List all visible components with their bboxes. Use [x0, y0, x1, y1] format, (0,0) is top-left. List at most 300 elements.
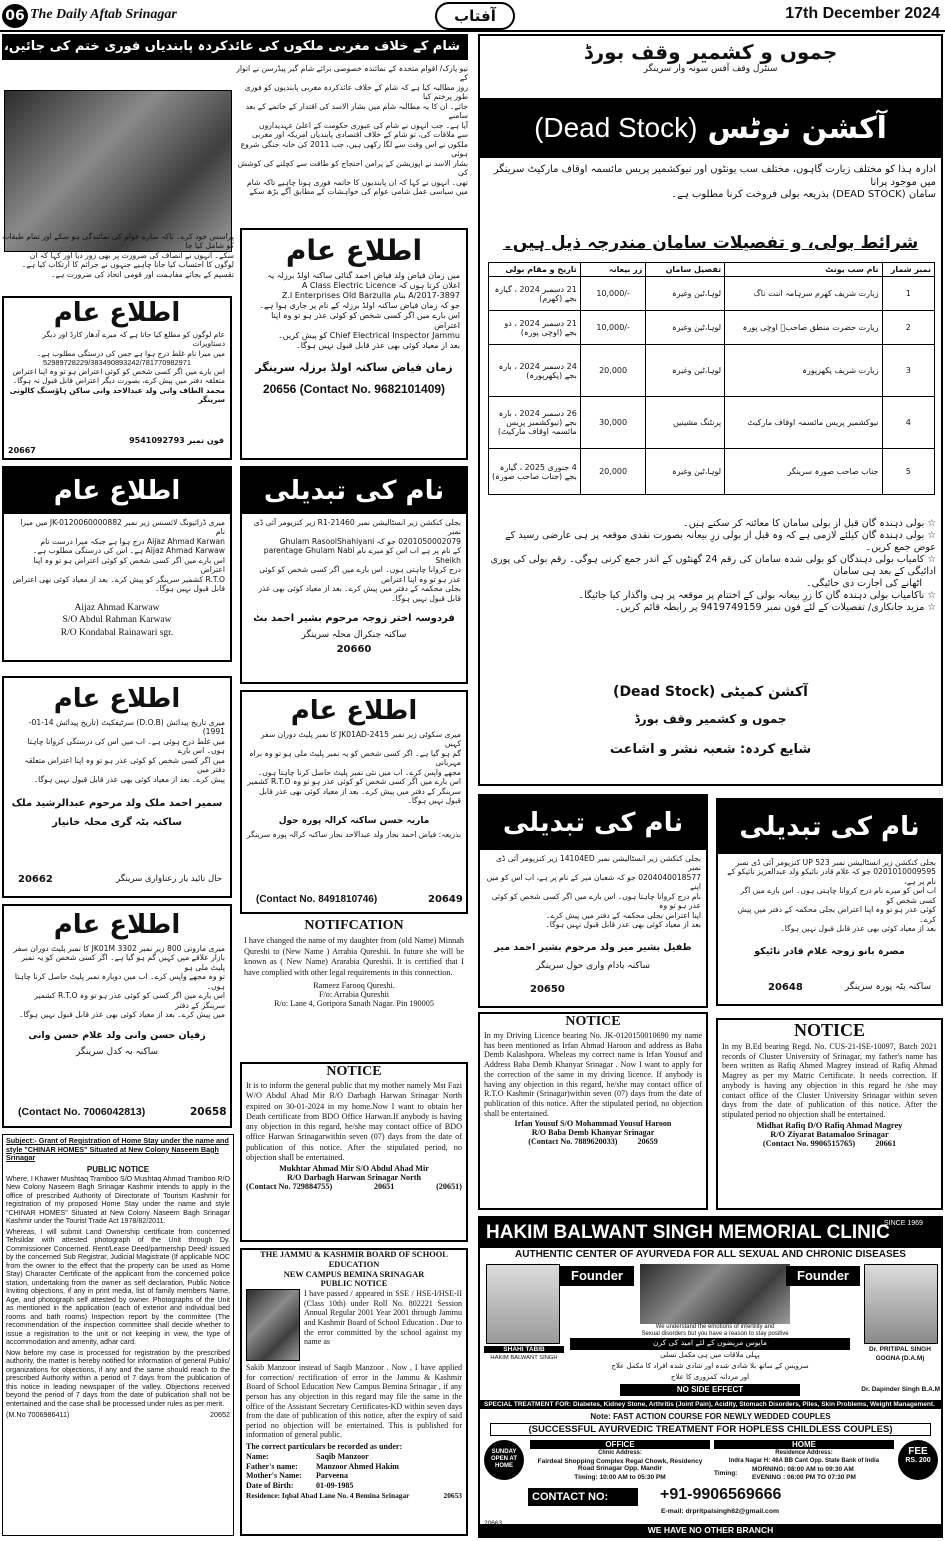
ad-notification: [240, 918, 468, 1058]
field-row: [246, 1452, 462, 1462]
ad-signature: Midhat Rafiq D/O Rafiq Ahmad Magrey: [756, 1120, 903, 1130]
applicant-photo: [246, 1289, 300, 1361]
ad-signature-2: R/O Darbagh Harwan Srinagar North: [286, 1173, 422, 1182]
ad-address: R/o: Lane 4, Goripora Sanath Nagar. Pin 190005: [274, 998, 434, 1008]
point-text: کامیاب بولی دہندگان کو بولی شدہ سامان کی رقم 24 گھنٹوں کے اندر جمع کرنی ہوگی۔ رقم بولی کی پوری ادائیگی کے بعد ہی سامان: [490, 553, 936, 577]
ad-line: بعد از معیاد کوئی بھی عذر قابل قبول نہیں ہوگا۔: [296, 341, 460, 350]
ad-line: میں اگر کسی شخص کو کوئی عذر ہو تو وہ اپنا اعتراض متعلقہ دفتر میں: [24, 755, 225, 775]
ad-line: 0201050002079 جو کہ Ghulam RasoolShahiyani: [279, 536, 461, 546]
ad-body: I have changed the name of my daughter from (old Name) Minnah Qureshi to (New Name ) Arrabia Qureshii. In future she will be known as ( New Name) Ararabia Qureshii. It is certified that I have complied with other legal requirements in this connection.: [244, 936, 464, 977]
ad-line: میں زمان فیاض ولد فیاض احمد گنائی ساکنہ اولڈ برزلہ یہ: [267, 271, 460, 280]
residence-address: Indra Nagar H: 46A BB Cant Opp. State Bank of India: [728, 1458, 880, 1464]
ad-contact: (Contact No. 7006042813): [18, 1106, 146, 1118]
field-value: Saqib Manzoor: [316, 1451, 369, 1461]
ad-bose-notice: [240, 1248, 468, 1536]
ad-contact: (Contact No. 729884755): [246, 1182, 333, 1191]
clinic-successful: (SUCCESSFUL AYURVEDIC TREATMENT FOR HOPLESS CHILDLESS COUPLES): [490, 1423, 931, 1436]
ad-elan-maria: [240, 690, 468, 914]
waqf-title-en: (Dead Stock): [534, 112, 698, 143]
point-text: بولی دہندہ گان کیلئے لازمی ہے کہ وہ قبل از بولی زرِ بیعانہ بصورت نقدی موقعہ پر ہی عارضی رسید کے عوض جمع کریں۔: [505, 529, 936, 553]
clinic-office-label: OFFICE: [530, 1440, 710, 1449]
lead-line: لوگوں کا احتساب کیا جانا چاہیے جنہوں نے جرائم کا ارتکاب کیا ہے۔: [21, 260, 234, 270]
ad-body-2: Sakib Manzoor instead of Saqib Manzoor . Now , I have applied for correction/ rectification of error in the Jammu & Kashmir Board of School Education New Campus Bemina Srinagar , if any person has any objection in this regard may file the same in the office of the Assistant Secretary Certificates-KD within seven days from the date of publication of this notice, after the expiry of said period no objection will be entertained. This is published for information of general public.: [246, 1363, 462, 1440]
ad-body: [242, 726, 466, 810]
table-row: [489, 277, 935, 311]
clinic-home-label: HOME: [714, 1440, 894, 1449]
ad-ref: 20651: [373, 1182, 395, 1191]
clinic-bottom-banner: WE HAVE NO OTHER BRANCH: [480, 1524, 941, 1536]
ad-line: پیش کرے۔ بعد از معیاد کوئی بھی عذر قابل قبول نہیں ہوگا۔: [33, 774, 225, 784]
star-icon: ☆: [924, 589, 936, 601]
clinic-fee-badge: [898, 1440, 938, 1480]
ad-residence: Residence: Iqbal Abad Lane No. 4 Bemina Srinagar: [246, 1491, 410, 1501]
ad-line: اس بارے میں اگر کسی کو کوئی عذر ہو تو وہ R.T.O کشمیر سرینگر کے دفتر: [34, 991, 225, 1010]
intro-line: ادارہ ہذا کو مختلف زیارت گاہوں، مختلف سب یونٹوں اور نیوکشمیر پریس مائسمہ اوقاف مارکیٹ سرینگر میں موجود پرانا: [493, 164, 936, 188]
ad-notice-midhat: [716, 1018, 943, 1210]
ad-ref: 20649: [428, 894, 463, 905]
point-item: [488, 518, 936, 530]
ad-contact-line: [718, 1139, 941, 1148]
founder-right-name-2: GOGNA (D.A.M): [875, 1355, 925, 1362]
ad-contact: (M.No 7006986411): [6, 1410, 70, 1420]
clinic-urdu-2: پہلی ملاقات میں ہی مکمل تسلی: [660, 1351, 760, 1359]
ad-footer-line: [242, 1490, 466, 1501]
ad-ref: 20660: [336, 644, 372, 656]
waqf-sign-board: جموں و کشمیر وقف بورڈ: [634, 712, 787, 726]
lead-line: پراسس خود کرے۔ تاکہ سارے عوام کی نمائندگی ہو سکے اور تمام طبقات کو شامل کیا جا: [2, 232, 234, 251]
ad-line: بجلی کنکشن زیر انسٹالیشن نمبر R1-21460 زیر کنزیومر آئی ڈی نمبر: [253, 518, 461, 537]
ad-name-change-firdousa: [240, 466, 468, 684]
ad-paragraph: Whereas, I will submit Land Ownership certificate from concerned Tehsildar with attested photograph of the Unit through Dy. Commissioner Concerned. Rent/Lease Deed/partnership Deed/ issued by the concerned Sub Registrar, Judicial Magistrate (If applicable NOC from the owner to the effect that the property can be used as Home Stay) Character Certificate of the applicant from the concerned police station, undertaking from the owner as self declaration, Public Notice Inviting objections, if any in print media, list of family members Name, Age, and photograph self attested by owner. Photographs of the Unit as mentioned in the application (each of exterior and individual bed rooms and bath rooms) Inspection report by the committee (The recommendation of the inspection committee shall decide whether to issue a registration to the unit or not keeping in view, the type of accommodation and amenity, adhar card.: [6, 1227, 230, 1347]
ad-line: میری ڈرائیونگ لائسنس زیر نمبر JK-0120060000882 میں میرا نام: [20, 518, 225, 537]
point-text: ناکامیاب بولی دہندہ گان کا زرِ بیعانہ بولی کے اختتام پر موقعہ پر ہی واگذار کیا جائیگا۔: [578, 589, 925, 601]
lead-line: آیا ہے۔ جب انہوں نے شام کی عبوری حکومت کے اعلیٰ عہدیداروں: [259, 120, 468, 130]
clinic-timing: Timing: 10:00 AM to 05:30 PM: [574, 1474, 666, 1481]
header-rule: [0, 30, 945, 32]
ad-signature: مصرہ بانو زوجہ غلام قادر نائیکو: [754, 945, 905, 957]
table-row: [489, 397, 935, 449]
ad-signature: Mukhtar Ahmad Mir S/O Abdul Ahad Mir: [279, 1164, 429, 1173]
cell-items: لوہا،ٹین وغیرہ: [646, 345, 725, 397]
residence-evening: EVENING : 06:00 PM TO 07:30 PM: [752, 1474, 856, 1481]
ad-title: NOTICE: [793, 1020, 865, 1040]
ad-line: R.T.O کشمیر سرینگر کو پیش کرے۔ بعد از معیاد کوئی بھی اعتراض قابل قبول نہیں ہوگا۔: [12, 574, 225, 594]
ad-signature: زفیان حسن وانی ولد غلام حسن وانی: [28, 1029, 206, 1041]
cell-serial: 3: [882, 345, 935, 397]
waqf-table: [488, 262, 935, 495]
waqf-publisher: شایع کردہ: شعبہ نشر و اشاعت: [609, 742, 812, 757]
ad-campus: NEW CAMPUS BEMINA SRINAGAR: [283, 1270, 425, 1280]
waqf-title-block: [480, 98, 941, 158]
ad-homestay-notice: [2, 1134, 234, 1536]
sign-line: S/O Abdul Rahman Karwaw: [62, 615, 172, 626]
point-text: مزید جانکاری/ تفصیلات کے لئے فون نمبر 9419749159 پر رابطہ قائم کریں۔: [614, 601, 925, 613]
ad-body: [4, 940, 230, 1024]
cell-unit: نیوکشمیر پریس مائسمہ اوقاف مارکیٹ: [725, 397, 882, 449]
field-row: [246, 1481, 462, 1491]
ad-line: میری ماروتی 800 زیر نمبر JK01M 3302 کا نمبر پلیٹ دوران سفر: [13, 944, 225, 953]
table-row: [489, 311, 935, 345]
header-cell: نمبر شمار: [882, 263, 935, 277]
ad-signature: زمان فیاض ساکنہ اولڈ برزلہ سرینگر: [255, 361, 453, 374]
clinic-tagline: AUTHENTIC CENTER OF AYURVEDA FOR ALL SEXUAL AND CHRONIC DISEASES: [515, 1249, 906, 1260]
ad-line: 0201010009595 جو کہ غلام قادر نائیکو ولد عبدالعزیز نائیکو کے نام پر ہے،: [727, 867, 936, 886]
ad-elan-sameer: [2, 676, 232, 898]
fee-label: FEE: [908, 1446, 928, 1457]
ad-line: کوئی عذر ہو تو وہ اپنا اعتراض بجلی محکمہ کے دفتر میں پیش کرے۔: [737, 905, 936, 924]
ad-signature: طفیل بشیر میر ولد مرحوم بشیر احمد میر: [494, 941, 692, 953]
ad-line: 0204040018577 جو کہ شعبان میر کے نام پر ہے، اب اس کو میں اپنے: [486, 872, 701, 892]
waqf-intro: [486, 164, 936, 202]
cell-deposit: 30,000: [580, 397, 646, 449]
field-value: 01-09-1985: [316, 1480, 354, 1490]
point-item: [488, 578, 936, 590]
ad-title: NOTIFCATION: [304, 918, 404, 933]
residence-morning: MORNING: 08:00 AM to 09:30 AM: [752, 1466, 854, 1473]
cell-deposit: 10,000/-: [580, 277, 646, 311]
intro-line: سامان (DEAD STOCK) بذریعہ بولی فروخت کرنا مطلوب ہے۔: [671, 189, 936, 200]
star-icon: ☆: [924, 529, 936, 541]
star-icon: ☆: [924, 553, 936, 565]
ad-title: اطلاع عام: [285, 234, 423, 267]
ad-ref: 20662: [18, 874, 53, 885]
clinic-middle-1: We understand the emotions of infertility and: [655, 1324, 775, 1330]
ad-top-row: [242, 1288, 466, 1362]
ad-line: جو کہ زمان فیاض ساکنہ اولڈ برزلہ کے نام پر جاری ہوا ہے۔: [259, 301, 460, 310]
ad-line: کے نام پر ہے اب اس کو میرے نام parentage Ghulam Nabi Sheikh: [263, 546, 461, 565]
ad-line: بجلی کنکشن زیر انسٹالیشن نمبر UP 523 کنزیومر آئی ڈی نمبر: [735, 858, 936, 867]
ad-signature: Irfan Yousuf S/O Mohammad Yousuf Haroon: [514, 1119, 672, 1129]
cell-deposit: 20,000: [580, 345, 646, 397]
ad-signature-2: R/O Baba Demb Khanyar Srinagar: [531, 1128, 655, 1138]
ad-line: درج کروانا چاہتی ہوں۔ اس بارے میں اگر کسی شخص کو کوئی عذر ہو تو وہ اپنا اعتراض: [259, 565, 461, 584]
ad-signature: فردوسہ اختر زوجہ مرحوم بشیر احمد بٹ: [253, 613, 455, 625]
ad-footer-line: [3, 1409, 233, 1420]
ad-elan-zafyan: [2, 904, 232, 1128]
clinic-email: E-mail: drpritpalsingh62@gmail.com: [660, 1508, 780, 1515]
ad-address: ساکنہ جنکرال محلہ سرینگر: [301, 630, 407, 641]
waqf-table-wrap: [488, 262, 935, 495]
ad-body: [242, 267, 466, 355]
ad-name-change-misra: [716, 798, 943, 1006]
clinic-address: Fairdeal Shopping Complex Regal Chowk, Residency Road Srinagar Opp. Mandir: [537, 1458, 703, 1473]
ad-contact: 20656 (Contact No. 9682101409): [262, 382, 446, 396]
cell-unit: زیارت حضرت منطق صاحبؒ اوچی پورہ: [725, 311, 882, 345]
ad-signature-2: R/O Ziyarat Batamaloo Srinagar: [770, 1129, 889, 1139]
ad-contact: (Contact No. 9906515765): [762, 1138, 856, 1148]
news-photo: [4, 90, 232, 252]
ad-title: اطلاع عام: [53, 298, 181, 328]
ad-contact-line: [480, 1137, 706, 1146]
ad-signature: ماریہ حسن ساکنہ کرالہ پورہ حول: [278, 815, 430, 826]
ad-line: بعد از معیاد کوئی بھی عذر قابل قبول نہیں ہوگا۔: [780, 924, 936, 934]
clinic-middle-2: Sexual disorders but you have a reason to stay positive: [641, 1331, 789, 1337]
residence-label: Residence Address:: [775, 1450, 833, 1456]
cell-date: 4 جنوری 2025 ، گیارہ بجے (جناب صاحب صورہ): [489, 449, 581, 495]
ad-line: بعد از معیاد کوئی بھی عذر قابل قبول نہیں ہوگا۔: [545, 920, 701, 930]
table-row: [489, 345, 935, 397]
point-text: اٹھانے کی اجازت دی جائیگی۔: [805, 577, 922, 589]
paper-name: The Daily Aftab Srinagar: [30, 7, 177, 22]
point-text: بولی دہندہ گان قبل از بولی سامان کا معائنہ کر سکتے ہیں۔: [683, 518, 925, 529]
ad-title: نام کی تبدیلی: [242, 468, 466, 514]
cell-serial: 5: [882, 449, 935, 495]
sign-line: Aijaz Ahmad Karwaw: [74, 602, 160, 613]
ad-body: [4, 514, 230, 598]
ad-line: اعلان کرتا ہوں کہ A Class Electric Licence: [301, 281, 460, 290]
waqf-points: [488, 518, 936, 614]
ad-signature-2: بذریعہ: فیاض احمد نجار ولد عبدالاحد نجار ساکنہ کرالہ پورہ سرینگر: [246, 829, 462, 839]
header-cell: زر بیعانہ: [580, 263, 646, 277]
ad-notice-irfan: [478, 1012, 708, 1210]
point-item: [488, 554, 936, 578]
ad-elan-aijaz: [2, 466, 232, 662]
point-item: [488, 602, 936, 614]
ad-body: [242, 514, 466, 607]
ad-signature-2: F/o: Arrabia Qureshii: [318, 989, 390, 999]
page-number-badge: 06: [2, 4, 28, 28]
ad-line: 52989728229/383490893242/781770982971: [43, 357, 191, 367]
cell-items: لوہا،ٹین وغیرہ: [646, 449, 725, 495]
ad-line: اس بارے میں اگر کسی شخص کو کوئی عذر ہو تو وہ اپنا اعتراض: [271, 311, 460, 330]
cell-unit: زیارت شریف پکھرپورہ: [725, 345, 882, 397]
ad-address-2: حال نائید یار رعناواری سرینگر: [116, 874, 222, 884]
ad-line: میں میرا نام غلط درج ہوا ہے جس کی درستگی مطلوب ہے۔: [36, 348, 225, 358]
ad-line: اپنا اعتراض بجلی محکمہ کے دفتر میں پیش کرے۔: [546, 910, 701, 920]
clinic-contact-label: CONTACT NO:: [528, 1488, 638, 1506]
founder-left-name: SHAHI TABIB: [484, 1346, 564, 1353]
ad-ref: 20650: [530, 984, 565, 995]
ad-body: [480, 850, 706, 934]
founder-left-badge: Founder: [560, 1266, 634, 1286]
ad-line: اب اس کو میرے نام درج کروانا چاہتی ہوں۔ اس بارے میں اگر کسی شخص کو: [740, 886, 936, 905]
ad-title: NOTICE: [326, 1064, 382, 1079]
clinic-address-label: Clinic Address:: [598, 1450, 642, 1456]
ad-body: [4, 328, 230, 406]
ad-ref: 20648: [768, 982, 803, 993]
ad-signature: سمیر احمد ملک ولد مرحوم عبدالرشید ملک: [11, 798, 223, 810]
ad-line: بجلی محکمہ کے دفتر میں پیش کرے۔ بعد از معیاد کوئی بھی عذر قابل قبول نہیں ہوگا۔: [258, 584, 461, 603]
ad-line: Aijaz Ahmad Karwaw ہے۔ اس کی درستگی مطلوب ہے۔: [32, 546, 225, 556]
waqf-committee: آکشن کمیٹی (Dead Stock): [613, 684, 808, 700]
point-item: [488, 590, 936, 602]
ad-line: Chief Electrical Inspector Jammu کو پیش کریں۔: [278, 331, 460, 340]
ad-org: THE JAMMU & KASHMIR BOARD OF SCHOOL EDUCATION: [260, 1250, 448, 1270]
lead-line: ملکوں نے اس وقت سے لگا رکھی ہیں، جب 2011 کی خانہ جنگی شروع ہوئی: [240, 139, 468, 159]
ad-line: مجھے واپس کرے۔ اب میں نئی نمبر پلیٹ حاصل کرنا چاہتا ہوں۔: [257, 767, 461, 777]
cell-date: 21 دسمبر 2024 ، دو بجے (اوچی پورہ): [489, 311, 581, 345]
ad-waqf-auction: [478, 34, 943, 786]
clinic-name: HAKIM BALWANT SINGH MEMORIAL CLINIC: [480, 1218, 941, 1248]
lead-line: تھی۔ انہوں نے کہا کہ ان پابندیوں کا خاتمہ فوری ہونا چاہیے تاکہ شام: [247, 177, 468, 187]
ad-body: [4, 714, 230, 788]
page-header: [0, 0, 945, 32]
ad-line: Aijaz Ahmad Karwan درج ہوا ہے جبکہ میرا درست نام: [40, 536, 225, 546]
lead-line: سے ملاقات کی، تو شام کے خلاف اقتصادی پابندیاں امریکہ اور مغربی: [251, 130, 468, 140]
clinic-no-side-effect: NO SIDE EFFECT: [620, 1384, 800, 1396]
ad-line: گم ہو گیا ہے۔ اگر کسی شخص کو یہ نمبر پلیٹ ملی ہو تو وہ براہ مہربانی: [249, 748, 461, 768]
lead-line: بشار الاسد نے اپوزیشن کے پرامن احتجاج کو طاقت سے کچلنے کی کوشش کی: [237, 158, 468, 178]
field-key: Father's name:: [246, 1461, 298, 1471]
founder-photo-left: [486, 1264, 560, 1344]
header-cell: تفصیل سامان: [646, 263, 725, 277]
ad-ref-2: (20651): [436, 1182, 462, 1191]
cell-date: 21 دسمبر 2024 ، گیارہ بجے (کھرم): [489, 277, 581, 311]
couple-photo: [640, 1264, 790, 1324]
ad-ref: 20653: [443, 1491, 462, 1501]
field-row: [246, 1462, 462, 1472]
ad-contact-line: [242, 1182, 466, 1191]
founder-photo-right: [864, 1264, 938, 1344]
ad-line: اس بارے میں اگر کسی شخص کو کوئی اعتراض ہو تو وہ اپنا اعتراض: [33, 555, 225, 575]
ad-clinic: [478, 1216, 943, 1538]
ad-signature: Rameez Farooq Qureshi.: [313, 980, 395, 990]
point-item: [488, 530, 936, 554]
ad-line: متعلقہ دفتر میں پیش کرے، بصورت دیگر اعتراض قابل قبول نہ ہوگا۔: [12, 376, 225, 386]
lead-line: روز مطالبہ کیا ہے کہ شام کے خلاف عائدکردہ مغربی پابندیوں کو فوری طور پرختم کیا: [244, 82, 468, 102]
ad-line: میں پیش کرے۔ بعد از معیاد کوئی بھی عذر قابل قبول نہیں ہوگا۔: [19, 1010, 225, 1020]
ad-contact: (Contact No. 7889620033): [528, 1137, 618, 1147]
cell-items: لوہا،ٹین وغیرہ: [646, 277, 725, 311]
lead-line: تقسیم کے بجائے مفاہمت اور قومی اتحاد کی ضرورت ہے۔: [51, 269, 234, 279]
ad-name-change-tufail: [478, 794, 708, 1008]
clinic-since: SINCE 1969: [884, 1220, 923, 1227]
ad-line: عام لوگوں کو مطلع کیا جاتا ہے کہ میرے آدھار کارڈ اور دیگر دستاویزات: [42, 330, 225, 349]
ad-ref: 20658: [190, 1106, 227, 1118]
ad-body: In my B.Ed bearing Regd. No. CUS-21-ISE-10097, Batch 2021 records of Cluster University of Srinagar, my father's name has been written as Rafiq Ahmed Magrey instead of Rafiq Ahmad Magrey as per my Matric Certificate. It needs correction. If anybody is having any objection in this regard he /she may contact office of the Cluster University Srinagar within seven days from the date of publication of this notice. After the stipulated period no objection shall be entertained.: [722, 1042, 937, 1119]
ad-line: بجلی کنکشن زیر انسٹالیشن نمبر 14104ED زیر کنزیومر آئی ڈی نمبر: [495, 854, 701, 873]
header-cell: نام سب یونٹ: [725, 263, 882, 277]
ad-title: اطلاع عام: [53, 910, 181, 940]
founder-right-badge: Founder: [786, 1266, 860, 1286]
field-key: Name:: [246, 1451, 269, 1461]
paper-logo: آفتاب: [435, 2, 515, 30]
fee-amount: RS. 200: [905, 1457, 931, 1464]
clinic-urdu-1: مایوس مریضوں کے لئے امید کی کرن: [570, 1338, 850, 1350]
lead-line: سکے۔ انہوں نے انصاف کی ضرورت پر بھی زور دیا اور کہا کہ ان: [29, 250, 234, 260]
cell-items: لوہا،ٹین وغیرہ: [646, 311, 725, 345]
ad-line: محمد الطاف وانی ولد عبدالاحد وانی ساکن ہاؤسنگ کالونی سرینگر: [9, 385, 225, 404]
ad-contact: (Contact No. 8491810746): [256, 894, 378, 905]
ad-line: میری تاریخ پیدائش (D.O.B) سرٹیفکیٹ (تاریخ پیدائش 14-01-1991): [28, 718, 225, 737]
ad-line: میری سکوٹی زیر نمبر JK01AD-2415 کا نمبر پلیٹ دوران سفر کہیں: [260, 730, 461, 749]
ad-ref: 20667: [8, 446, 36, 455]
table-header-row: [489, 263, 935, 277]
ad-title: اطلاع عام: [290, 696, 418, 726]
clinic-urdu-3: سرویس کے ساتھ بلا شادی شدہ اور شادی شدہ افراد کا مکمل علاج: [611, 1362, 809, 1370]
waqf-conditions-title: شرائط بولی، و تفصیلات سامان مندرجہ ذیل ہیں۔: [502, 233, 919, 253]
ad-body: It is to inform the general public that my mother namely Mst Fazi W/O Abdul Ahad Mir R/O Darbagh Harwan Srinagar North expired on 30-01-2024 in my home.Now I want to obtain her Death certificate from BDO Office Harwan.If anybody is having any objection in this regard, he/she may contact office of BDO office Harwan Srinagarwithin seven (07) days from the date of publication of this notice. After the stipulated period, no objection shall be entertained.: [246, 1081, 462, 1162]
ad-address: ساکنہ بہ کدل سرینگر: [75, 1046, 159, 1057]
waqf-office: سنٹرل وقف آفس سونہ وار سرینگر: [643, 64, 778, 74]
ad-body: I have passed / appeared in SSE / HSE-I/HSE-II (Class 10th) under Roll No. 802221 Session Annual Regular 2001 Year 2001 through Jammu and Kashmir Board of School Education . Due to the error committed by the school against my name as: [304, 1289, 462, 1347]
ad-signature: [4, 602, 230, 639]
ad-contact: فون نمبر 9541092793: [129, 436, 224, 445]
ad-line: میں غلط درج ہوئی ہے۔ اب میں اس کی درستگی کروانا چاہتا ہوں۔ اس بارے: [27, 736, 225, 756]
lead-line: نیو یارک/ اقوام متحدہ کے نمائندہ خصوصی برائے شام گیر پیڈرسن نے اتوار کے: [236, 64, 468, 83]
ad-line: اس بارے میں اگر کسی شخص کو کوئی عذر ہو تو وہ R.T.O کشمیر: [247, 777, 461, 787]
founder-right-name: Dr. PRITIPAL SINGH: [869, 1346, 931, 1353]
ad-line: اس بارے میں اگر کسی شخص کو کوئی اعتراض ہو تو وہ اپنا اعتراض: [12, 367, 225, 376]
lead-line: جائے۔ ان کا یہ مطالبہ شام میں بشار الاسد کی اقتدار کے خاتمے کے بعد سامنے: [245, 101, 468, 121]
sign-line: R/O Kondabal Rainawari sgr.: [60, 627, 174, 638]
ad-title: PUBLIC NOTICE: [320, 1279, 388, 1289]
cell-serial: 4: [882, 397, 935, 449]
ad-elan-altaf: [2, 296, 232, 460]
lead-body: [236, 64, 468, 224]
ad-line: بازار علاقے میں کہیں گم ہو گیا ہے۔ اگر کسی شخص کو یہ نمبر پلیٹ ملی ہو: [21, 953, 225, 972]
cell-unit: جناب صاحب صورہ سرینگر: [725, 449, 882, 495]
field-value: Parveena: [316, 1471, 348, 1481]
lead-headline: شام کے خلاف مغربی ملکوں کی عائدکردہ پابندیاں فوری ختم کی جائیں، اقوام متحدہ: [2, 34, 468, 60]
clinic-urdu-4: اور مردانہ کمزوری کا علاج: [670, 1373, 750, 1381]
waqf-board: جموں و کشمیر وقف بورڈ: [583, 40, 838, 64]
ad-ref: 20661: [875, 1138, 897, 1148]
ad-title: اطلاع عام: [53, 684, 181, 714]
ad-elan-zaman: [240, 228, 468, 460]
ad-line: نام درج کروانا چاہتا ہوں۔ اس بارے میں اگر کسی شخص کو کوئی عذر ہو تو وہ: [491, 891, 701, 911]
ad-subject: Subject:- Grant of Registration of Home Stay under the name and style "CHINAR HOMES" Situated at New Colony Naseem Bagh Srinagar: [6, 1136, 229, 1163]
field-value: Manzoor Ahmed Hakim: [316, 1461, 399, 1471]
ad-title: PUBLIC NOTICE: [86, 1164, 150, 1174]
header-cell: تاریخ و مقام بولی: [489, 263, 581, 277]
cell-deposit: 20,000: [580, 449, 646, 495]
ad-line: سرینگر کے دفتر میں پیش کرے۔ بعد از معیاد کوئی بھی عذر قابل قبول نہیں ہوگا۔: [259, 786, 461, 806]
waqf-title-ur: آکشن نوٹس: [707, 110, 887, 146]
field-key: Date of Birth:: [246, 1480, 294, 1490]
issue-date: 17th December 2024: [785, 5, 940, 22]
star-icon: ☆: [924, 518, 936, 529]
ad-title: NOTICE: [565, 1014, 621, 1029]
cell-date: 24 دسمبر 2024 ، بارہ بجے (پکھرپورہ): [489, 345, 581, 397]
lead-body-continued: [2, 232, 234, 292]
ad-address: ساکنہ بادام واری حول سرینگر: [536, 960, 650, 971]
ad-fields: [242, 1452, 466, 1490]
ad-body: In my Driving Licence bearing No. JK-0120150010690 my name has been mentioned as Irfan Ahmad Haroon and address as Baba Demb Kalashpora. Wheleas my correct name is Irfan Yousuf and Address Baba Demb Khanyar Srinagar . Now I want to apply for the correction of the same in my driving licence. If anybody is having any objection in this regard, he/she may contact office of R.T.O Kashmir (Srinagar)within seven (07) days from the date of publication of this notice. After the stipulated period, no objection shall be entertained.: [484, 1031, 702, 1118]
table-row: [489, 449, 935, 495]
clinic-sunday-badge: SUNDAY OPEN AT HOME: [484, 1440, 524, 1480]
clinic-special: SPECIAL TREATMENT FOR: Diabetes, Kidney Stone, Arthritis (Joint Pain), Acidity, Stomach Disorders, Piles, Skin Problems, Weight Management.: [480, 1400, 941, 1409]
residence-timing-label: Timing:: [714, 1470, 738, 1477]
clinic-note: Note: FAST ACTION COURSE FOR NEWLY WEDDED COUPLES: [590, 1412, 831, 1421]
ad-address: ساکنہ بٹہ پورہ سرینگر: [844, 982, 931, 992]
ad-correct-title: The correct particulars be recorded as under:: [246, 1441, 403, 1451]
clinic-phone: +91-9906569666: [660, 1486, 782, 1503]
ad-address: ساکنہ بٹہ گری محلہ خانیار: [52, 817, 182, 829]
cell-serial: 1: [882, 277, 935, 311]
cell-date: 26 دسمبر 2024 ، بارہ بجے (نیوکشمیر پریس مائسمہ اوقاف مارکیٹ): [489, 397, 581, 449]
field-row: [246, 1471, 462, 1481]
cell-deposit: 10,000/-: [580, 311, 646, 345]
cell-items: پرنٹنگ مشینیں: [646, 397, 725, 449]
ad-paragraph: Where, I Khawer Mushtaq Tramboo S/O Mushtaq Ahmad Tramboo R/O New Colony Naseem Bagh Srinagar Kashmir intends to apply in the office of prescribed Authority of Directorate of Tourism Kashmir for registration of my proposed Home Stay under the name and style "CHINAR HOMES" Situated at New Colony Naseem Bagh Srinagar Kashmir under the Tourist Trade Act 1978/82/2011.: [6, 1174, 230, 1226]
ad-body: [718, 854, 941, 938]
ad-line: تو وہ مجھے واپس کرے۔ اب میں دوبارہ نمبر پلیٹ حاصل کرنا چاہتا ہوں۔: [14, 972, 225, 991]
ad-title: نام کی تبدیلی: [480, 796, 706, 850]
clinic-doctor: Dr. Dapinder Singh B.A.M: [861, 1386, 940, 1393]
star-icon: ☆: [924, 601, 936, 613]
ad-paragraph: Now before my case is processed for registration by the prescribed authority, the matter is hereby notified for information of general Public/ organizations for objections, if any and the same should reach to the prescribed Authority within a period of 7 days from the publication of this notice in leading newspaper of the valley. Objections received beyond the period of 7 days from the date of publication shall not be entertained and the case shall be processed under rules as per merit.: [6, 1348, 230, 1408]
ad-ref: 20659: [637, 1137, 658, 1147]
founder-left-name-2: HAKIM BALWANT SINGH: [490, 1355, 558, 1361]
cell-unit: زیارت شریف کھرم سرہامہ اننت ناگ: [725, 277, 882, 311]
ad-line: 3897-A/2017 بنام Z.I Enterprises Old Barzulla: [281, 291, 460, 300]
lead-line: میں سیاسی عمل شامی عوام کی خواہشات کے مطابق آگے بڑھ سکے: [249, 187, 468, 197]
field-key: Mother's Name:: [246, 1471, 302, 1481]
cell-serial: 2: [882, 311, 935, 345]
ad-notice-mukhtar: [240, 1062, 468, 1242]
ad-ref: 20652: [210, 1410, 230, 1420]
